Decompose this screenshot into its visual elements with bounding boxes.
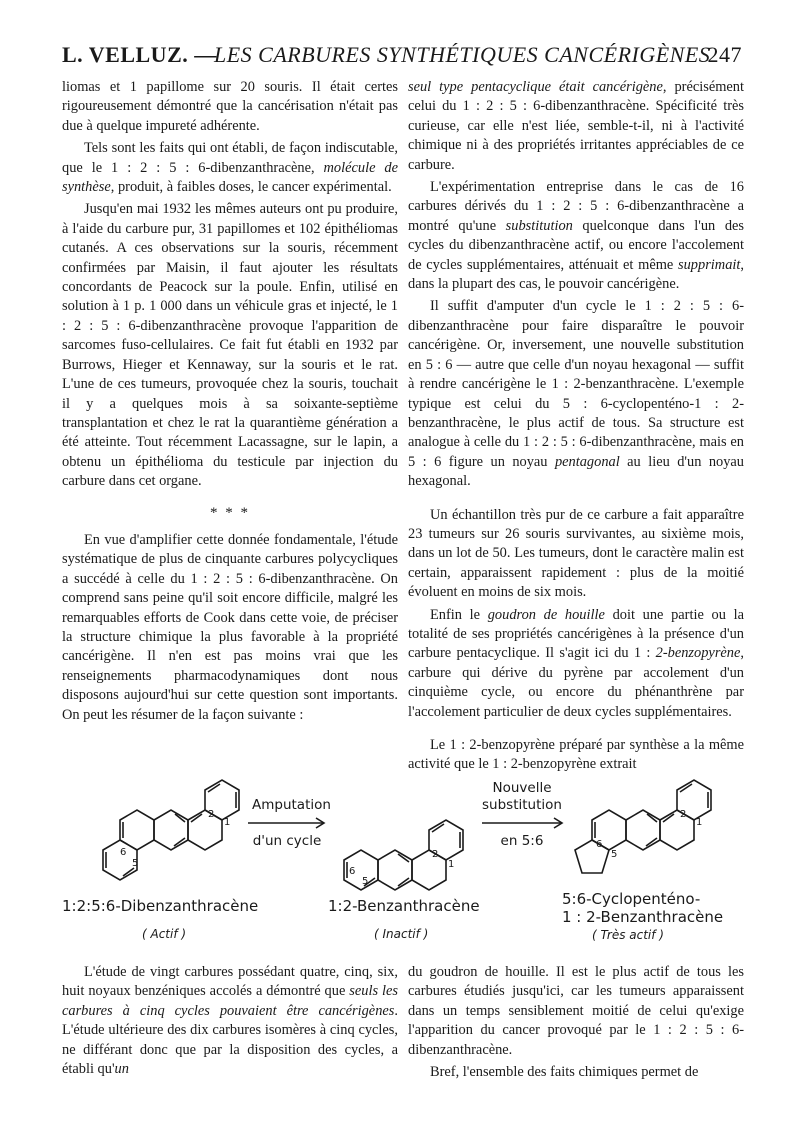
- arrow1-label-top: Amputation: [252, 797, 331, 813]
- molecule2-status: ( Inactif ): [374, 927, 429, 941]
- left-column-top: [62, 78, 398, 728]
- paragraph: Tels sont les faits qui ont établi, de façon indiscutable, que le 1 : 2 : 5 : 6-dibenzanthracène, molécule de synthèse, produit, à faibles doses, le cancer expérimental.: [62, 140, 398, 196]
- header-author: L. VELLUZ. —: [62, 42, 217, 67]
- section-separator: * * *: [210, 504, 250, 521]
- atom-label: 5: [362, 876, 369, 887]
- atom-label: 1: [224, 817, 231, 828]
- paragraph: seul type pentacyclique était cancérigène, précisément celui du 1 : 2 : 5 : 6-dibenzanthracène. Spécificité très curieuse, car elle n'est liée, semble-t-il, ni à l'activité chimique ni à des propriétés irritantes appréciables de ce carbure.: [408, 79, 744, 173]
- right-column-bottom: [408, 963, 744, 1085]
- atom-label: 6: [596, 839, 603, 850]
- paragraph: Jusqu'en mai 1932 les mêmes auteurs ont pu produire, à l'aide du carbure pur, 31 papillomes et 102 épithéliomas cutanés. A ces observations sur la souris, récemment confirmées par Maisin, il faut ajouter les résultats concordants de Peacock sur la poule. Enfin, utilisé en solution à 1 p. 1 000 dans un véhicule gras et injecté, le 1 : 2 : 5 : 6-dibenzanthracène provoque l'apparition de sarcomes fuso-cellulaires. Ce fait fut établi en 1932 par Burrows, Hieger et Kennaway, sur la souris et le rat. L'une de ces tumeurs, provoquée chez la souris, touchait il y a quelques mois à sa soixante-septième transplantation et chez le rat la quarantième génération a été atteinte. Tout récemment Lacassagne, sur le lapin, a obtenu un épithélioma du testicule par injection du carbure dans cet organe.: [62, 201, 398, 490]
- paragraph: Il suffit d'amputer d'un cycle le 1 : 2 : 5 : 6-dibenzanthracène pour faire disparaître le pouvoir cancérigène. Or, inversement, une nouvelle substitution en 5 : 6 — autre que celle d'un noyau hexagonal — suffit à rendre cancérigène le 1 : 2-benzanthracène. L'exemple typique est celui du 5 : 6-cyclopenténo-1 : 2-benzanthracène, le plus actif de tous. Sa structure est analogue à celle du 1 : 2 : 5 : 6-dibenzanthracène, mais en 5 : 6 figure un noyau pentagonal au lieu d'un noyau hexagonal.: [408, 298, 744, 490]
- molecule2-name: 1:2-Benzanthracène: [328, 897, 480, 915]
- paragraph: Un échantillon très pur de ce carbure a fait apparaître 23 tumeurs sur 26 souris survivantes, au sixième mois, dans un lot de 50. Les tumeurs, dont le caractère malin est certain, apparaissent rapidement : plus de la moitié évoluent en moins de six mois.: [408, 506, 744, 601]
- atom-label: 2: [432, 849, 439, 860]
- arrow2-label-line2: substitution: [482, 797, 562, 813]
- molecule1-status: ( Actif ): [142, 927, 187, 941]
- paragraph: Enfin le goudron de houille doit une partie ou la totalité de ses propriétés cancérigènes à la présence d'un carbure pentacyclique. Il s'agit ici du 1 : 2-benzopyrène, carbure qui dérive du pyrène par accolement d'un cinquième cycle, ou encore du phénanthrène par l'accolement particulier de deux cycles supplémentaires.: [408, 606, 744, 720]
- right-column-top: [408, 78, 744, 778]
- atom-label: 1: [448, 859, 455, 870]
- paragraph: En vue d'amplifier cette donnée fondamentale, l'étude systématique de plus de cinquante carbures polycycliques a succédé à celle du 1 : 2 : 5 : 6-dibenzanthracène. On comprend sans peine qu'il soit encore difficile, malgré les remarquables efforts de Cook dans cette voie, de préciser la structure chimique la plus favorable à la propriété cancérigène. Il n'en est pas moins vrai que les renseignements pharmacodynamiques dont nous disposons aujourd'hui sur cette question sont importants. On peut les résumer de la façon suivante :: [62, 531, 398, 723]
- molecule-dibenzanthracene: [103, 780, 239, 880]
- arrow1-label-bottom: d'un cycle: [252, 833, 322, 849]
- molecule3-name-line2: 1 : 2-Benzanthracène: [562, 908, 724, 926]
- molecule3-status: ( Très actif ): [592, 928, 664, 942]
- page-number: 247: [707, 42, 742, 67]
- running-header: [62, 42, 742, 74]
- chemical-structures-figure: [62, 775, 742, 960]
- molecule3-name-line1: 5:6-Cyclopenténo-: [562, 890, 701, 908]
- header-title: LES CARBURES SYNTHÉTIQUES CANCÉRIGÈNES: [214, 42, 711, 67]
- paragraph: du goudron de houille. Il est le plus actif de tous les carbures étudiés jusqu'ici, car les tumeurs apparaissent dans un temps sensiblement moitié de celui qu'exige l'apparition du cancer provoqué par le 1 : 2 : 5 : 6-dibenzanthracène.: [408, 964, 744, 1058]
- molecule1-name: 1:2:5:6-Dibenzanthracène: [62, 897, 259, 915]
- atom-label: 6: [349, 866, 356, 877]
- arrow2-label-line3: en 5:6: [500, 833, 544, 849]
- atom-label: 5: [611, 849, 618, 860]
- paragraph: Le 1 : 2-benzopyrène préparé par synthèse a la même activité que le 1 : 2-benzopyrène extrait: [408, 737, 744, 773]
- molecule-cyclopenteno-benzanthracene: [575, 780, 711, 873]
- atom-label: 1: [696, 817, 703, 828]
- left-column-bottom: [62, 963, 398, 1082]
- atom-label: 2: [680, 809, 687, 820]
- paragraph: Bref, l'ensemble des faits chimiques permet de: [430, 1064, 699, 1081]
- arrow2-label-line1: Nouvelle: [492, 780, 552, 796]
- atom-label: 6: [120, 847, 127, 858]
- paragraph: liomas et 1 papillome sur 20 souris. Il était certes rigoureusement démontré que la cancérisation n'était pas due à quelque impureté adhérente.: [62, 79, 398, 134]
- paragraph: L'expérimentation entreprise dans le cas de 16 carbures dérivés du 1 : 2 : 5 : 6-dibenzanthracène a montré qu'une substitution quelconque dans l'un des cycles du dibenzanthracène actif, ou encore l'accolement de cycles supplémentaires, atténuait et même supprimait, dans la plupart des cas, le pouvoir cancérigène.: [408, 179, 744, 293]
- paragraph: L'étude de vingt carbures possédant quatre, cinq, six, huit noyaux benzéniques accolés a démontré que seuls les carbures à cinq cycles pouvaient être cancérigènes. L'étude ultérieure des dix carbures isomères à cinq cycles, ne différant donc que par la disposition des cycles, a établi qu'un: [62, 964, 398, 1078]
- atom-label: 5: [132, 858, 139, 869]
- atom-label: 2: [208, 809, 215, 820]
